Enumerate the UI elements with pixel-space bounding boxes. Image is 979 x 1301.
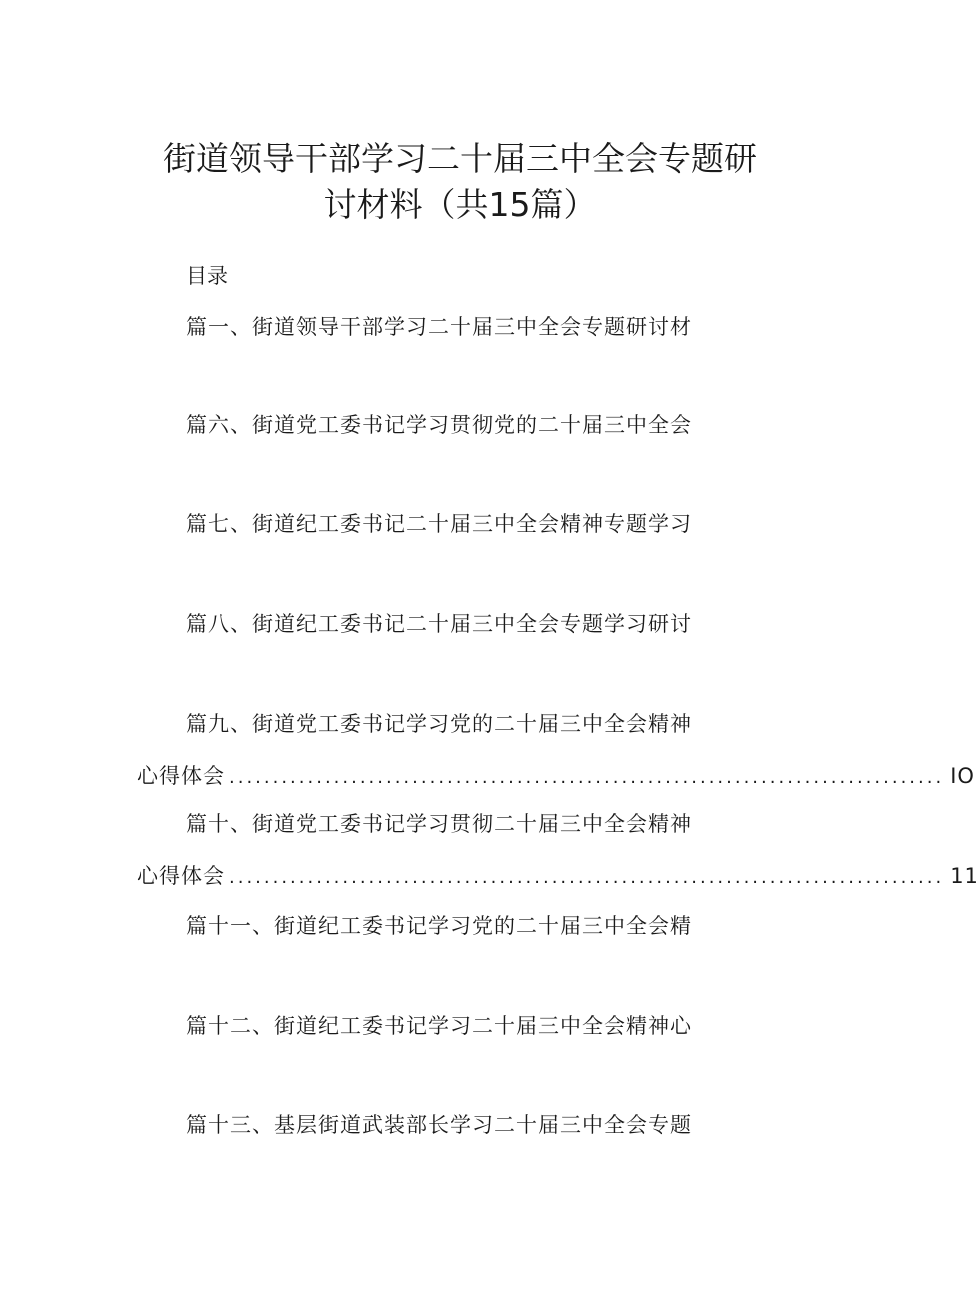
toc-page-number: IO [950,764,975,788]
toc-entry-text: 篇八、街道纪工委书记二十届三中全会专题学习研讨 [186,612,692,636]
toc-dot-leader: .................................................................................. [229,767,945,788]
toc-entry-continuation-row [137,762,975,792]
toc-entry-13[interactable] [186,1111,692,1139]
toc-entry-7[interactable] [186,510,692,538]
toc-entry-text: 篇十二、街道纪工委书记学习二十届三中全会精神心 [186,1014,692,1038]
toc-entry-1[interactable] [186,313,692,341]
title-line-1: 街道领导干部学习二十届三中全会专题研 [163,139,757,178]
toc-entry-continuation: 心得体会 [137,764,225,788]
toc-entry-text: 篇九、街道党工委书记学习党的二十届三中全会精神 [186,712,692,736]
toc-entry-continuation: 心得体会 [137,864,225,888]
toc-entry-8[interactable] [186,610,692,638]
document-title [80,136,840,228]
toc-entry-text: 篇十一、街道纪工委书记学习党的二十届三中全会精 [186,914,692,938]
toc-entry-6[interactable] [186,411,692,439]
title-line-2: 讨材料（共15篇） [323,185,597,224]
toc-entry-9[interactable] [137,710,975,788]
toc-entry-10[interactable] [137,810,979,888]
toc-entry-text: 篇六、街道党工委书记学习贯彻党的二十届三中全会 [186,413,692,437]
toc-entry-continuation-row [137,862,979,892]
toc-page-number: 11 [950,864,979,888]
toc-entry-12[interactable] [186,1012,692,1040]
toc-heading: 目录 [186,264,228,288]
toc-entry-text: 篇十三、基层街道武装部长学习二十届三中全会专题 [186,1113,692,1137]
toc-dot-leader: .................................................................................. [229,867,945,888]
toc-entry-text: 篇十、街道党工委书记学习贯彻二十届三中全会精神 [186,812,692,836]
toc-entry-text: 篇七、街道纪工委书记二十届三中全会精神专题学习 [186,512,692,536]
toc-entry-text: 篇一、街道领导干部学习二十届三中全会专题研讨材 [186,315,692,339]
toc-entry-11[interactable] [186,912,692,940]
